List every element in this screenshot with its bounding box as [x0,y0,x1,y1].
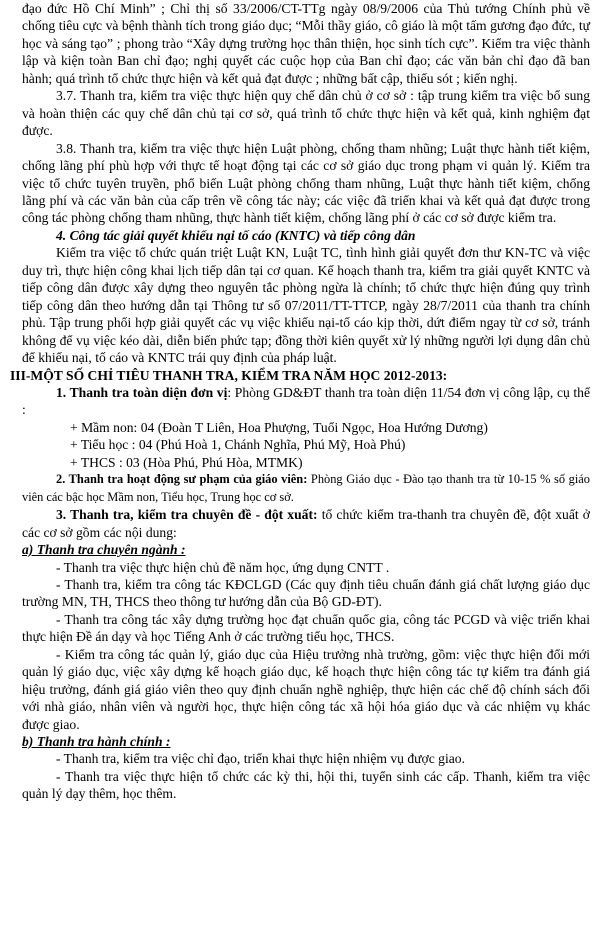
heading-section-III: III-MỘT SỐ CHỈ TIÊU THANH TRA, KIỂM TRA NĂM HỌC 2012-2013: [10,367,448,383]
list-item: - Thanh tra việc thực hiện chủ đề năm học, ứng dụng CNTT . [56,559,390,575]
paragraph-3-7: 3.7. Thanh tra, kiểm tra việc thực hiện quy chế dân chủ ở cơ sở : tập trung kiểm tra việc bổ sung và hoàn thiện các quy chế dân chủ tại cơ sở, quá trình tổ chức thực hiện và kết quả, kinh nghiệm đạt được. [22,88,590,139]
paragraph-3-8: 3.8. Thanh tra, kiểm tra việc thực hiện Luật phòng, chống tham nhũng; Luật thực hành tiết kiệm, chống lãng phí phù hợp với thực tế hoạt động tại các cơ sở giáo dục trong phạm vi quản lý. Kiểm tra việc tổ chức tuyên truyền, phổ biến Luật phòng chống tham nhũng, Luật thực hành tiết kiệm, chống lãng phí và các văn bản của cấp trên về công tác này; các việc đã triển khai và kết quả đạt được trong công tác phòng chống tham nhũng, thực hành tiết kiệm, chống lãng phí ở các cơ sở được kiểm tra. [22,140,590,226]
target-1-title: 1. Thanh tra toàn diện đơn vị [56,384,228,400]
paragraph-target-2 [22,471,590,506]
list-item: - Thanh tra, kiểm tra việc chỉ đạo, triển khai thực hiện nhiệm vụ được giao. [56,751,465,767]
subheading-b: b) Thanh tra hành chính : [22,734,171,750]
list-item: - Thanh tra việc thực hiện tổ chức các kỳ thi, hội thi, tuyển sinh các cấp. Thanh, kiểm tra việc quản lý dạy thêm, học thêm. [22,768,590,802]
heading-section-4: 4. Công tác giải quyết khiếu nại tố cáo (KNTC) và tiếp công dân [56,227,416,243]
list-item: - Thanh tra, kiểm tra công tác KĐCLGD (Các quy định tiêu chuẩn đánh giá chất lượng giáo dục trường MN, TH, THCS theo thông tư hướng dẫn của Bộ GD-ĐT). [22,576,590,610]
list-item: + THCS : 03 (Hòa Phú, Phú Hòa, MTMK) [70,454,303,470]
list-item: - Kiểm tra công tác quản lý, giáo dục của Hiệu trưởng nhà trường, gồm: việc thực hiện đổi mới quản lý giáo dục, việc xây dựng kế hoạch giáo dục, kế hoạch thực hiện công tác tự kiểm tra đánh giá hiệu trưởng, đánh giá giáo viên theo quy định chuẩn nghề nghiệp, thực hiện các chế độ chính sách đối với nhà giáo, nhân viên và người học, thực hiện công tác xã hội hóa giáo dục và các nhiệm vụ khác được giao. [22,646,590,732]
list-item: - Thanh tra công tác xây dựng trường học đạt chuẩn quốc gia, công tác PCGD và việc triển khai thực hiện Đề án dạy và học Tiếng Anh ở các trường tiểu học, THCS. [22,611,590,645]
target-2-title: 2. Thanh tra hoạt động sư phạm của giáo viên: [56,472,308,487]
paragraph-target-1 [22,384,590,419]
target-2-text: Phòng Giáo dục - Đào tạo thanh tra từ 10-15 % số giáo viên các bậc học Mầm non, Tiểu học, Trung học cơ sở. [22,472,590,504]
paragraph-intro: đạo đức Hồ Chí Minh” ; Chỉ thị số 33/2006/CT-TTg ngày 08/9/2006 của Thủ tướng Chính phủ về chống tiêu cực và bệnh thành tích trong giáo dục; “Mỗi thầy giáo, cô giáo là một tấm gương đạo đức, tự học và sáng tạo” ; phong trào “Xây dựng trường học thân thiện, học sinh tích cực”. Kiểm tra việc thành lập và kiện toàn Ban chỉ đạo; nghị quyết các cuộc họp của Ban chỉ đạo; các văn bản chỉ đạo đã ban hành; quá trình tổ chức thực hiện và kết quả đạt được ; những bất cập, thiếu sót ; kiến nghị. [22,1,590,86]
target-3-title: 3. Thanh tra, kiểm tra chuyên đề - đột xuất: [56,507,318,523]
subheading-a: a) Thanh tra chuyên ngành : [22,542,186,558]
target-1-text: : Phòng GD&ĐT thanh tra toàn diện 11/54 đơn vị công lập, cụ thể : [22,384,590,418]
list-item: + Mầm non: 04 (Đoàn T Liên, Hoa Phượng, Tuổi Ngọc, Hoa Hướng Dương) [70,419,488,435]
paragraph-target-3 [22,506,590,541]
list-item: + Tiểu học : 04 (Phú Hoà 1, Chánh Nghĩa, Phú Mỹ, Hoà Phú) [70,437,406,453]
target-3-text: tổ chức kiểm tra-thanh tra chuyên đề, đột xuất ở các cơ sở gồm các nội dung: [22,507,590,540]
paragraph-section-4: Kiểm tra việc tổ chức quán triệt Luật KN, Luật TC, tình hình giải quyết đơn thư KN-TC và việc duy trì, thực hiện công khai lịch tiếp dân tại cơ quan. Kế hoạch thanh tra, kiểm tra giải quyết KNTC và tiếp công dân được xây dựng theo nguyên tắc phòng ngừa là chính; tổ chức thực hiện đúng quy trình tiếp công dân theo hướng dẫn tại Thông tư số 07/2011/TT-TTCP, ngày 28/7/2011 của thanh tra chính phủ. Tập trung phối hợp giải quyết các vụ việc khiếu nại-tố cáo kịp thời, dứt điểm ngay từ cơ sở, tránh không để vụ việc kéo dài, diễn biến phức tạp; đồng thời kiên quyết xử lý những người lợi dụng dân chủ để khiếu nại, tố cáo và KNTC trái quy định của pháp luật. [22,245,590,366]
